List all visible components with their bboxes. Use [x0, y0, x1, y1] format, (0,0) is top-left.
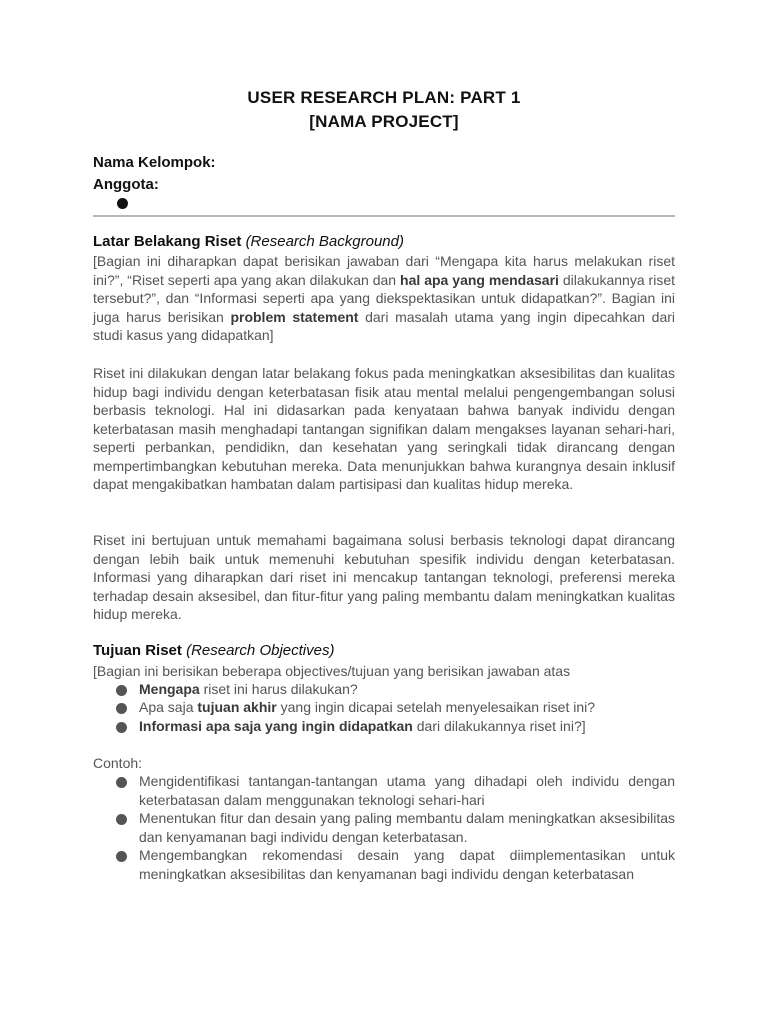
background-heading-en: (Research Background) [245, 233, 404, 250]
example-item: Menentukan fitur dan desain yang paling membantu dalam meningkatkan aksesibilitas dan kenyamanan bagi individu dengan keterbatasan. [139, 810, 675, 845]
objective-question-3 [139, 717, 586, 736]
q2-rest: yang ingin dicapai setelah menyelesaikan riset ini? [276, 699, 596, 715]
member-bullet-icon [117, 198, 128, 209]
bullet-icon [116, 703, 127, 714]
background-intro [93, 252, 675, 345]
example-label: Contoh: [93, 755, 143, 771]
objectives-heading [93, 642, 334, 659]
example-item: Mengidentifikasi tantangan-tantangan utama yang dihadapi oleh individu dengan keterbatasan dalam menggunakan teknologi sehari-hari [139, 773, 675, 808]
objectives-intro: [Bagian ini berisikan beberapa objectives/tujuan yang berisikan jawaban atas [93, 663, 571, 679]
bullet-icon [116, 814, 127, 825]
background-paragraph-1: Riset ini dilakukan dengan latar belakang fokus pada meningkatkan aksesibilitas dan kualitas hidup bagi individu dengan keterbatasan fisik atau mental melalui pengengembangan solusi berbasis teknologi. Hal ini didasarkan pada kenyataan bahwa banyak individu dengan keterbatasan masih menghadapi tantangan signifikan dalam mengakses layanan sehari-hari, seperti perbankan, pendidikn, dan kesehatan yang seringkali tidak dirancang dengan mempertimbangkan kebutuhan mereka. Data menunjukkan bahwa kurangnya desain inklusif dapat mengakibatkan hambatan dalam partisipasi dan kualitas hidup mereka. [93, 365, 675, 492]
members-label: Anggota: [93, 176, 159, 193]
example-item: Mengembangkan rekomendasi desain yang dapat diimplementasikan untuk meningkatkan aksesibilitas dan kenyamanan bagi individu dengan keterbatasan [139, 847, 675, 882]
background-intro-part-2: dilakukannya riset tersebut?”, dan “Informasi seperti apa yang diekspektasikan untuk didapatkan?”. Bagian ini juga harus berisikan [93, 271, 675, 325]
background-intro-part-1: [Bagian ini diharapkan dapat berisikan jawaban dari “Mengapa kita harus melakukan riset ini?”, “Riset seperti apa yang akan dilakukan dan [93, 253, 675, 288]
q3-bold: Informasi apa saja yang ingin didapatkan [139, 718, 413, 734]
bullet-icon [116, 851, 127, 862]
background-intro-bold-1: hal apa yang mendasari [400, 271, 559, 288]
objectives-heading-en: (Research Objectives) [186, 642, 335, 659]
objectives-heading-text: Tujuan Riset [93, 642, 182, 659]
objective-question-2 [139, 698, 595, 717]
doc-title-line-2: [NAMA PROJECT] [309, 112, 459, 131]
objective-question-1 [139, 680, 358, 699]
background-intro-bold-2: problem statement [230, 308, 359, 325]
background-heading [93, 233, 404, 250]
bullet-icon [116, 685, 127, 696]
bullet-icon [116, 777, 127, 788]
q2-bold: tujuan akhir [197, 699, 277, 715]
q3-rest: dari dilakukannya riset ini?] [412, 718, 586, 734]
background-intro-part-3: dari masalah utama yang ingin dipecahkan dari studi kasus yang didapatkan] [93, 308, 676, 343]
q1-rest: riset ini harus dilakukan? [199, 681, 358, 697]
q2-pre: Apa saja [139, 699, 198, 715]
bullet-icon [116, 722, 127, 733]
doc-title-line-1: USER RESEARCH PLAN: PART 1 [247, 88, 521, 107]
section-divider [93, 215, 675, 217]
background-heading-text: Latar Belakang Riset [93, 233, 242, 250]
group-name-label: Nama Kelompok: [93, 154, 216, 171]
background-paragraph-2: Riset ini bertujuan untuk memahami bagaimana solusi berbasis teknologi dapat dirancang dengan lebih baik untuk memenuhi kebutuhan spesifik individu dengan keterbatasan. Informasi yang diharapkan dari riset ini mencakup tantangan teknologi, preferensi mereka terhadap desain aksesibel, dan fitur-fitur yang paling membantu dalam meningkatkan kualitas hidup mereka. [93, 532, 675, 622]
q1-bold: Mengapa [139, 681, 200, 697]
